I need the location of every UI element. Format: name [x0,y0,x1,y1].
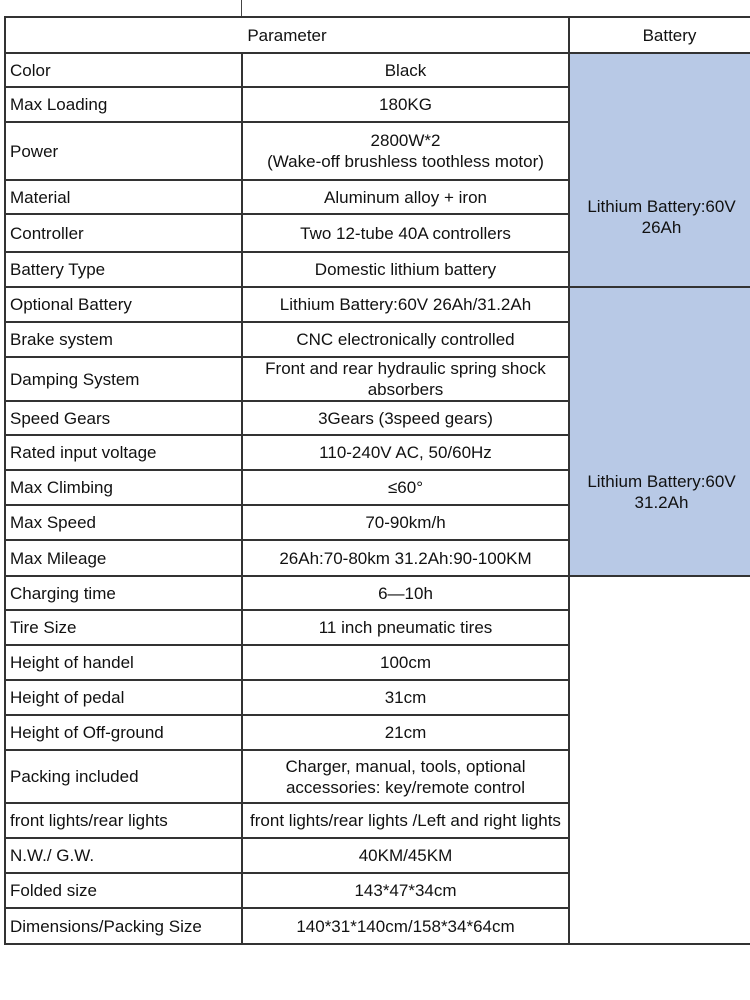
spec-name-cell: Height of Off-ground [5,715,242,750]
spec-value-cell: 70-90km/h [242,505,569,540]
spec-name-cell: Battery Type [5,252,242,287]
spec-value-cell: 2800W*2 (Wake-off brushless toothless motor) [242,122,569,180]
spec-value-cell: 180KG [242,87,569,122]
spec-name-cell: Brake system [5,322,242,357]
spec-value-cell: Charger, manual, tools, optional accessories: key/remote control [242,750,569,803]
spec-row [5,576,750,610]
spec-value-cell: Front and rear hydraulic spring shock absorbers [242,357,569,401]
spec-name-cell: Max Loading [5,87,242,122]
spec-name-cell: Dimensions/Packing Size [5,908,242,944]
spec-name-cell: Max Speed [5,505,242,540]
spec-name-cell: Damping System [5,357,242,401]
spec-value-cell: ≤60° [242,470,569,505]
spec-name-cell: Packing included [5,750,242,803]
spec-name-cell: Folded size [5,873,242,908]
spec-value-cell: 26Ah:70-80km 31.2Ah:90-100KM [242,540,569,576]
spec-value-cell: 140*31*140cm/158*34*64cm [242,908,569,944]
spec-name-cell: front lights/rear lights [5,803,242,838]
spec-value-cell: 6—10h [242,576,569,610]
spec-name-cell: Material [5,180,242,214]
spec-name-cell: Speed Gears [5,401,242,435]
battery-group-cell [569,576,750,944]
spec-name-cell: Optional Battery [5,287,242,322]
spec-name-cell: Height of pedal [5,680,242,715]
header-row [5,17,750,53]
spec-name-cell: Power [5,122,242,180]
spec-value-cell: 31cm [242,680,569,715]
spec-value-cell: 11 inch pneumatic tires [242,610,569,645]
spec-value-cell: 3Gears (3speed gears) [242,401,569,435]
spec-value-cell: 143*47*34cm [242,873,569,908]
spec-name-cell: Tire Size [5,610,242,645]
header-tick-mark [241,0,242,16]
spec-value-cell: Black [242,53,569,87]
battery-group-text: Lithium Battery:60V 26Ah [587,196,736,237]
spec-name-cell: Height of handel [5,645,242,680]
battery-group-cell [569,53,750,287]
spec-row [5,287,750,322]
spec-value-cell: front lights/rear lights /Left and right lights [242,803,569,838]
spec-value-cell: CNC electronically controlled [242,322,569,357]
battery-group-cell [569,287,750,576]
spec-table [4,16,750,945]
spec-name-cell: Max Climbing [5,470,242,505]
spec-value-cell: Aluminum alloy + iron [242,180,569,214]
spec-value-cell: 21cm [242,715,569,750]
spec-name-cell: Color [5,53,242,87]
spec-name-cell: Rated input voltage [5,435,242,470]
spec-name-cell: Controller [5,214,242,252]
spec-value-cell: 40KM/45KM [242,838,569,873]
spec-value-cell: 100cm [242,645,569,680]
battery-group-text: Lithium Battery:60V 31.2Ah [587,471,736,512]
spec-value-cell: Lithium Battery:60V 26Ah/31.2Ah [242,287,569,322]
header-battery: Battery [569,17,750,53]
spec-value-cell: Domestic lithium battery [242,252,569,287]
spec-name-cell: Max Mileage [5,540,242,576]
header-parameter: Parameter [5,17,569,53]
spec-value-cell: Two 12-tube 40A controllers [242,214,569,252]
spec-value-cell: 110-240V AC, 50/60Hz [242,435,569,470]
spec-row [5,53,750,87]
spec-name-cell: N.W./ G.W. [5,838,242,873]
spec-name-cell: Charging time [5,576,242,610]
